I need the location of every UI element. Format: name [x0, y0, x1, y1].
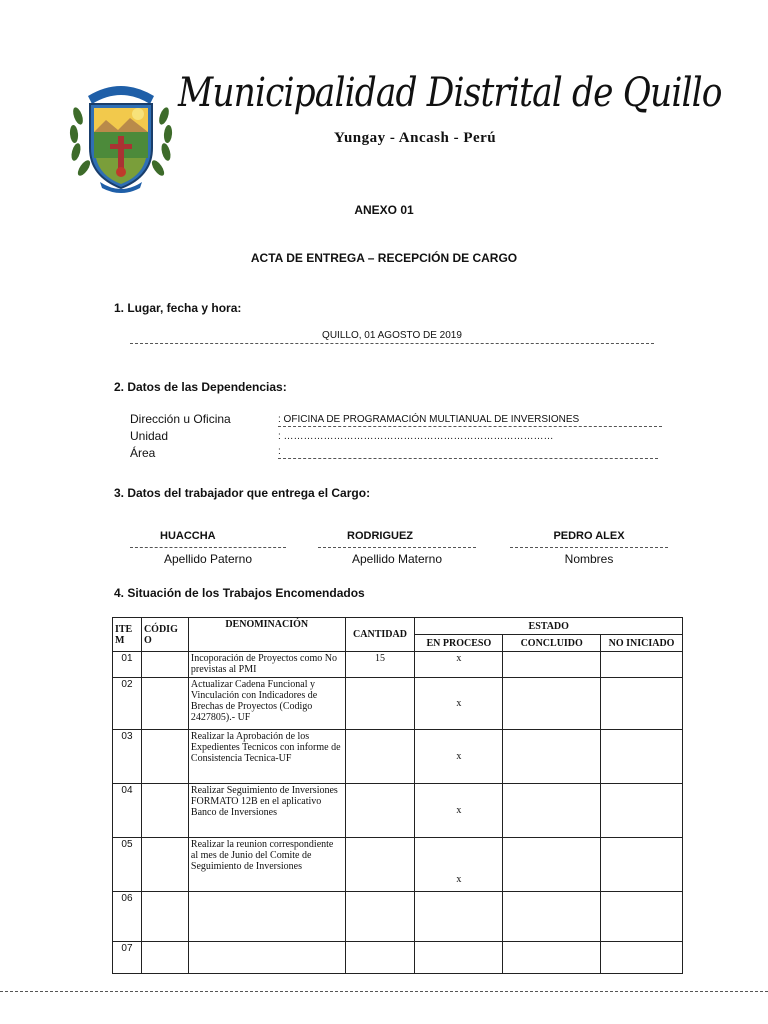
row-code: [141, 942, 188, 974]
row-quantity: [345, 784, 415, 838]
row-completed: [503, 652, 601, 678]
col-header-code: CÓDIG O: [141, 618, 188, 652]
row-denomination: Realizar la reunion correspondiente al mes de Junio del Comite de Seguimiento de Inversiones: [188, 838, 345, 892]
row-denomination: Incoporación de Proyectos como No previstas al PMI: [188, 652, 345, 678]
row-not-started: [601, 678, 683, 730]
table-row: [113, 838, 683, 892]
col-header-denomination: DENOMINACIÓN: [188, 618, 345, 652]
col-header-quantity: CANTIDAD: [345, 618, 415, 652]
row-item: 02: [113, 678, 142, 730]
row-not-started: [601, 942, 683, 974]
row-code: [141, 784, 188, 838]
table-row: [113, 730, 683, 784]
row-quantity: [345, 838, 415, 892]
section-2-heading: 2. Datos de las Dependencias:: [114, 380, 287, 394]
first-names-label: Nombres: [564, 552, 614, 566]
page-break-line: [0, 991, 768, 992]
row-denomination: [188, 892, 345, 942]
row-denomination: [188, 942, 345, 974]
row-item: 07: [113, 942, 142, 974]
row-not-started: [601, 838, 683, 892]
table-row: [113, 942, 683, 974]
row-code: [141, 678, 188, 730]
row-quantity: [345, 730, 415, 784]
row-in-process: x: [415, 784, 503, 838]
col-header-not-started: NO INICIADO: [601, 635, 683, 652]
col-header-completed: CONCLUIDO: [503, 635, 601, 652]
row-code: [141, 838, 188, 892]
row-item: 05: [113, 838, 142, 892]
municipality-name: Municipalidad Distrital de Quillo: [178, 70, 722, 116]
row-code: [141, 652, 188, 678]
office-value: : OFICINA DE PROGRAMACIÓN MULTIANUAL DE INVERSIONES: [278, 414, 662, 427]
paternal-surname-value: HUACCHA: [160, 530, 216, 542]
area-label: Área: [130, 446, 156, 460]
municipal-crest-logo: [66, 76, 176, 196]
row-denomination: Realizar la Aprobación de los Expedientes Tecnicos con informe de Consistencia Tecnica-UF: [188, 730, 345, 784]
row-item: 04: [113, 784, 142, 838]
section-4-heading: 4. Situación de los Trabajos Encomendados: [114, 586, 365, 600]
row-quantity: [345, 678, 415, 730]
col-header-in-process: EN PROCESO: [415, 635, 503, 652]
row-completed: [503, 838, 601, 892]
row-completed: [503, 942, 601, 974]
place-date-value: QUILLO, 01 AGOSTO DE 2019: [130, 330, 654, 344]
row-completed: [503, 730, 601, 784]
row-not-started: [601, 784, 683, 838]
first-names-line: [510, 547, 668, 548]
row-code: [141, 892, 188, 942]
maternal-surname-label: Apellido Materno: [351, 552, 443, 566]
unit-value: : ………………………………………………………………………: [278, 431, 554, 442]
row-in-process: x: [415, 838, 503, 892]
row-in-process: [415, 942, 503, 974]
row-in-process: [415, 892, 503, 942]
row-completed: [503, 678, 601, 730]
maternal-surname-value: RODRIGUEZ: [347, 530, 413, 542]
paternal-surname-line: [130, 547, 286, 548]
table-row: [113, 784, 683, 838]
table-row: [113, 652, 683, 678]
row-completed: [503, 892, 601, 942]
paternal-surname-label: Apellido Paterno: [163, 552, 253, 566]
municipality-location: Yungay - Ancash - Perú: [334, 130, 497, 146]
row-quantity: [345, 942, 415, 974]
unit-label: Unidad: [130, 429, 169, 443]
col-header-item: ITE M: [113, 618, 142, 652]
row-item: 01: [113, 652, 142, 678]
area-value: :: [278, 446, 658, 459]
row-code: [141, 730, 188, 784]
row-in-process: x: [415, 652, 503, 678]
section-3-heading: 3. Datos del trabajador que entrega el Cargo:: [114, 486, 371, 500]
row-denomination: Realizar Seguimiento de Inversiones FORMATO 12B en el aplicativo Banco de Inversiones: [188, 784, 345, 838]
office-label: Dirección u Oficina: [130, 412, 231, 426]
row-quantity: 15: [345, 652, 415, 678]
tasks-table: [112, 617, 683, 974]
table-row: [113, 892, 683, 942]
row-item: 03: [113, 730, 142, 784]
row-quantity: [345, 892, 415, 942]
row-in-process: x: [415, 730, 503, 784]
row-not-started: [601, 652, 683, 678]
row-not-started: [601, 892, 683, 942]
row-denomination: Actualizar Cadena Funcional y Vinculación con Indicadores de Brechas de Proyectos (Codigo 2427805).- UF: [188, 678, 345, 730]
row-in-process: x: [415, 678, 503, 730]
row-completed: [503, 784, 601, 838]
document-title: ACTA DE ENTREGA – RECEPCIÓN DE CARGO: [250, 251, 518, 265]
row-item: 06: [113, 892, 142, 942]
col-header-status: ESTADO: [415, 618, 683, 635]
row-not-started: [601, 730, 683, 784]
table-row: [113, 678, 683, 730]
section-1-heading: 1. Lugar, fecha y hora:: [114, 301, 242, 315]
annex-title: ANEXO 01: [354, 203, 414, 217]
maternal-surname-line: [318, 547, 476, 548]
first-names-value: PEDRO ALEX: [553, 530, 625, 542]
